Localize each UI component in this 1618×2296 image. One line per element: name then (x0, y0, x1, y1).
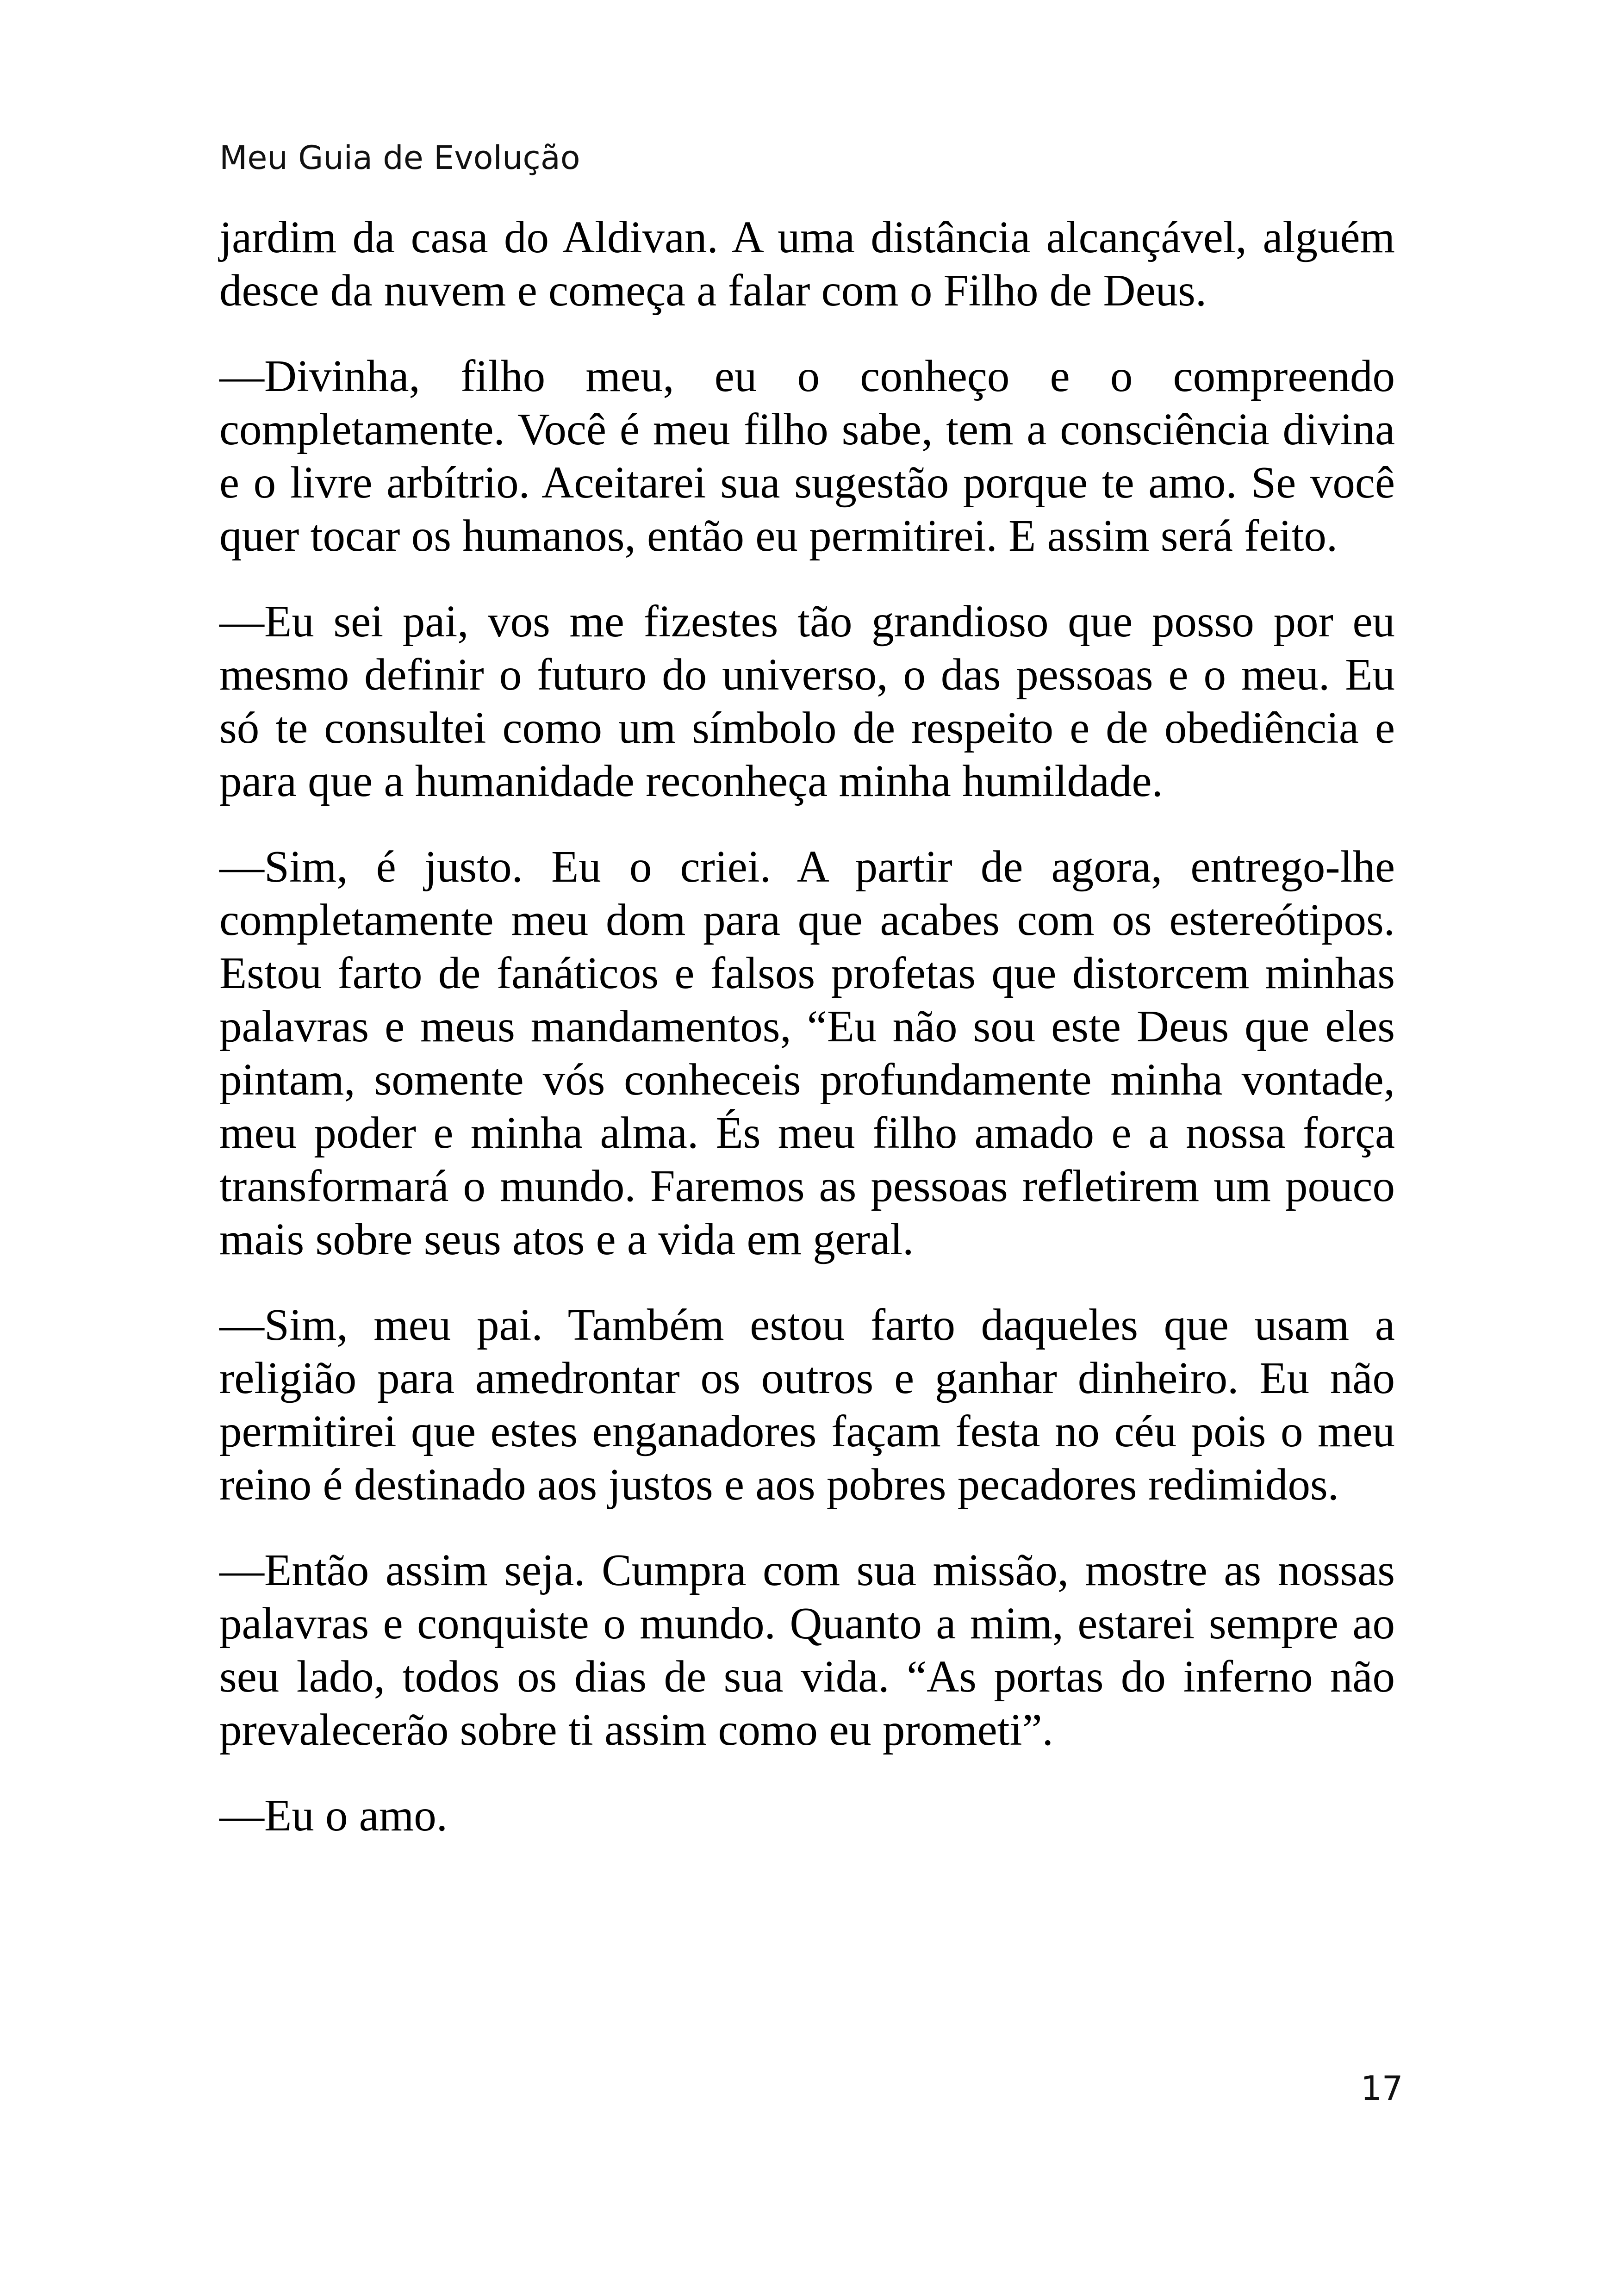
running-header-title: Meu Guia de Evolução (219, 139, 580, 177)
paragraph: —Eu o amo. (219, 1791, 448, 1840)
paragraph: —Eu sei pai, vos me fizestes tão grandioso que posso por eu mesmo definir o futuro do universo, o das pessoas e o meu. Eu só te consultei como um símbolo de respeito e de obediência e para que a humanidade reconheça minha humildade. (219, 597, 1395, 806)
paragraph: —Sim, é justo. Eu o criei. A partir de agora, entrego-lhe completamente meu dom para que acabes com os estereótipos. Estou farto de fanáticos e falsos profetas que distorcem minhas palavras e meus mandamentos, “Eu não sou este Deus que eles pintam, somente vós conheceis profundamente minha vontade, meu poder e minha alma. És meu filho amado e a nossa força transformará o mundo. Faremos as pessoas refletirem um pouco mais sobre seus atos e a vida em geral. (219, 842, 1395, 1264)
body-text (219, 211, 1395, 1874)
paragraph: jardim da casa do Aldivan. A uma distância alcançável, alguém desce da nuvem e começa a falar com o Filho de Deus. (219, 212, 1395, 315)
page-number: 17 (1361, 2069, 1403, 2108)
paragraph: —Sim, meu pai. Também estou farto daqueles que usam a religião para amedrontar os outros e ganhar dinheiro. Eu não permitirei que estes enganadores façam festa no céu pois o meu reino é destinado aos justos e aos pobres pecadores redimidos. (219, 1300, 1395, 1509)
paragraph: —Então assim seja. Cumpra com sua missão, mostre as nossas palavras e conquiste o mundo. Quanto a mim, estarei sempre ao seu lado, todos os dias de sua vida. “As portas do inferno não prevalecerão sobre ti assim como eu prometi”. (219, 1545, 1395, 1755)
paragraph: —Divinha, filho meu, eu o conheço e o compreendo completamente. Você é meu filho sabe, tem a consciência divina e o livre arbítrio. Aceitarei sua sugestão porque te amo. Se você quer tocar os humanos, então eu permitirei. E assim será feito. (219, 351, 1395, 560)
